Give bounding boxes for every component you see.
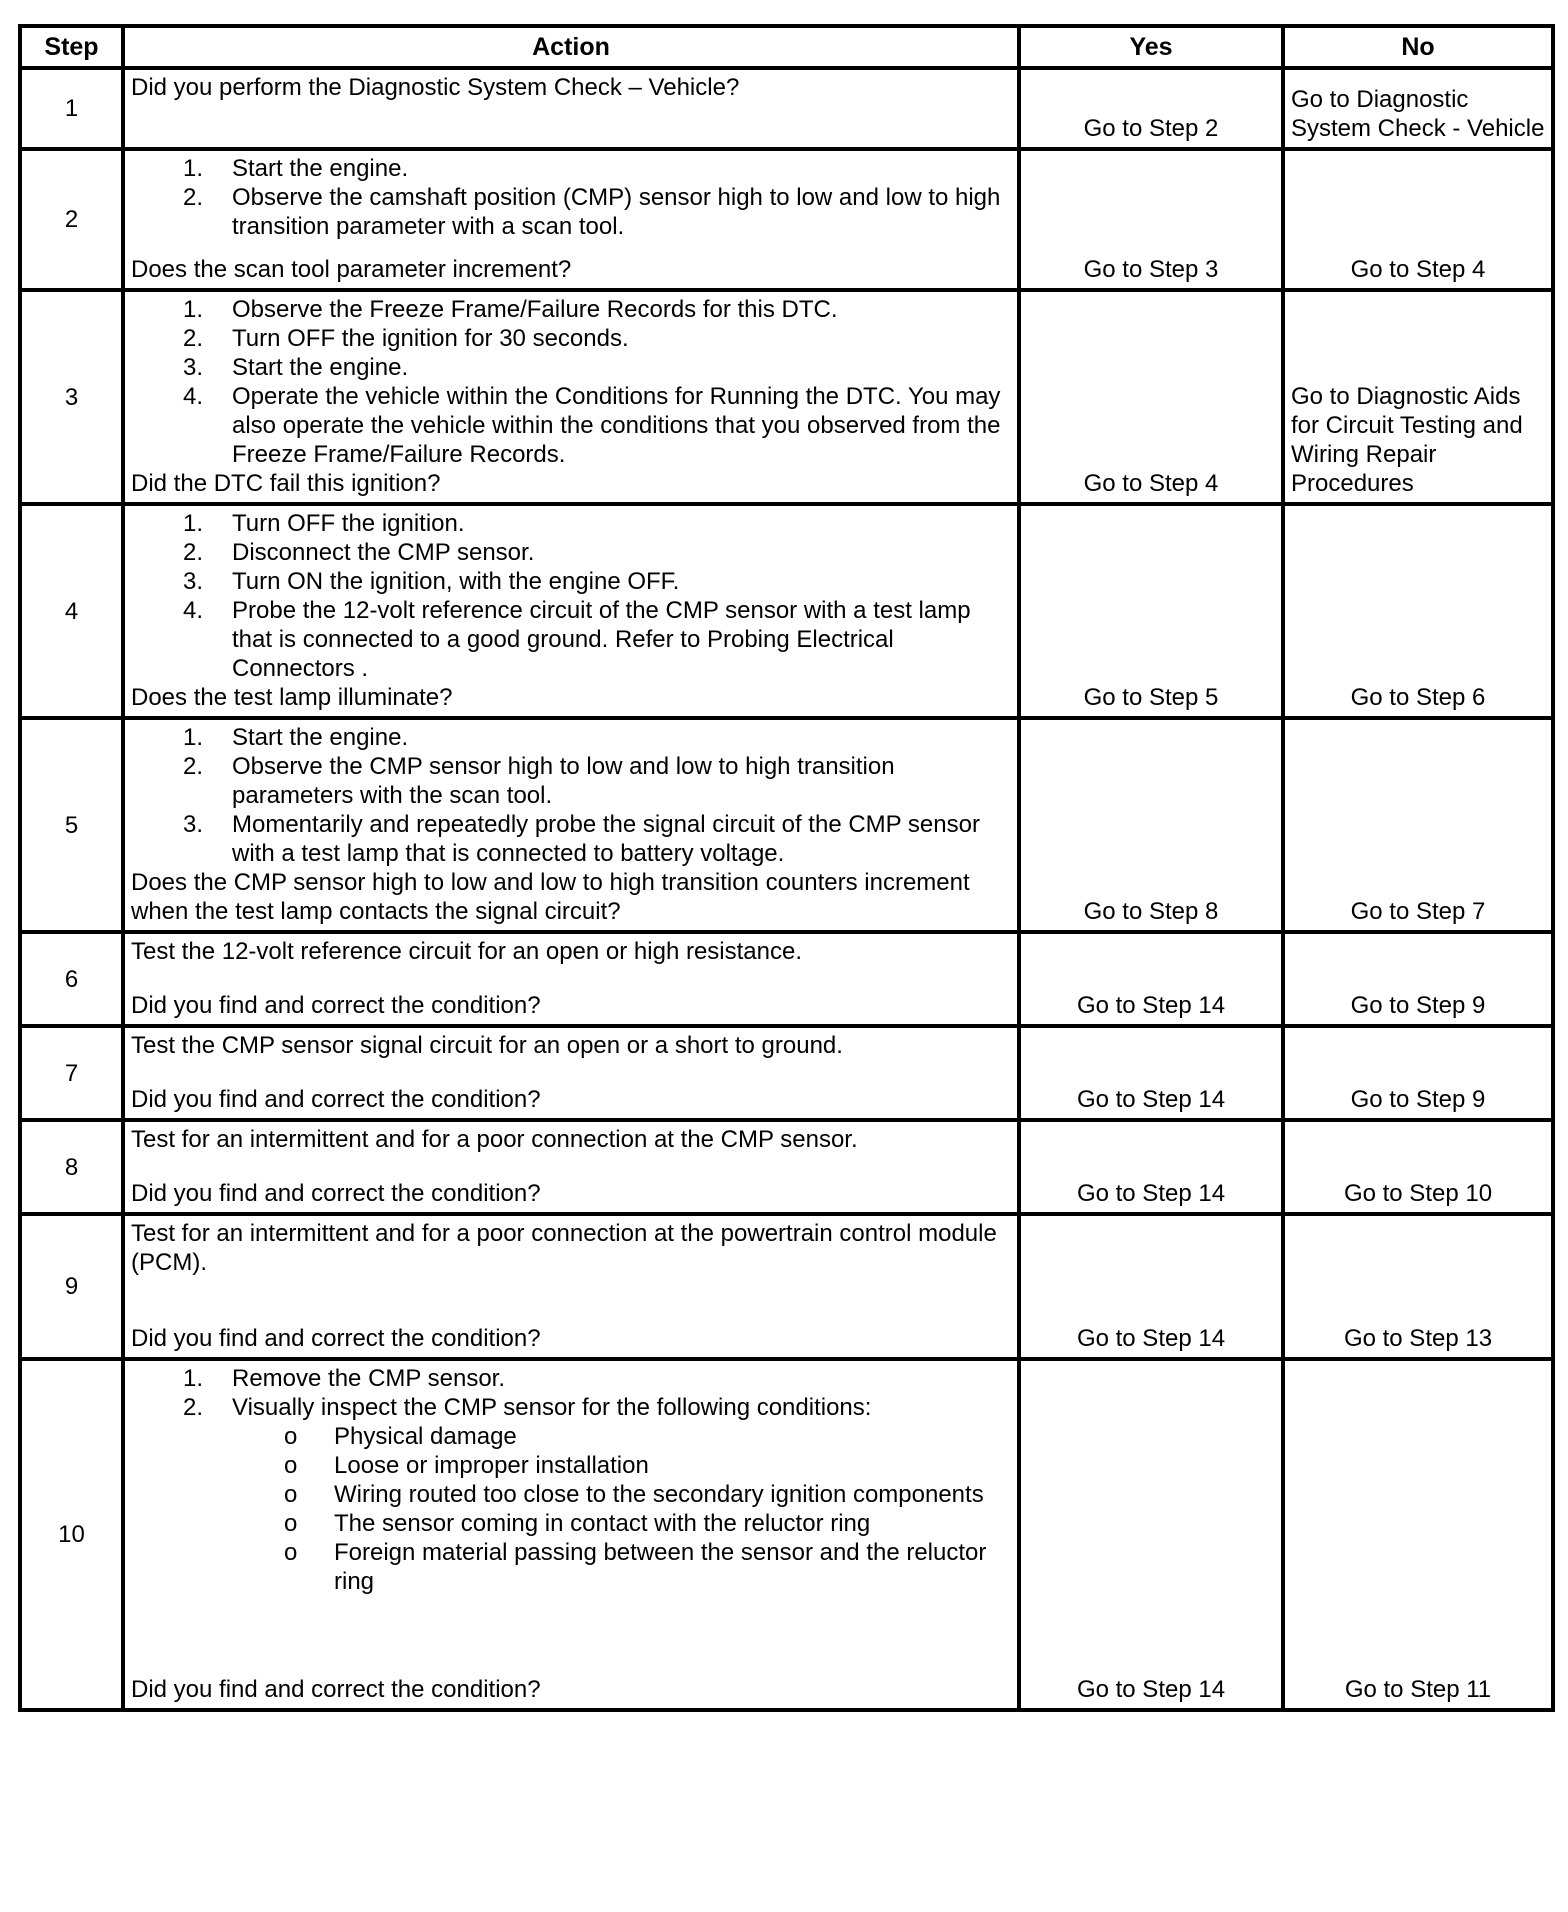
table-row	[20, 149, 1553, 290]
yes-cell: Go to Step 14	[1019, 1120, 1283, 1214]
action-question: Did the DTC fail this ignition?	[131, 470, 441, 497]
step-number: 9	[20, 1214, 123, 1359]
no-cell: Go to Step 10	[1283, 1120, 1553, 1214]
action-cell	[123, 1120, 1019, 1214]
header-no: No	[1283, 26, 1553, 68]
list-item: 1. Observe the Freeze Frame/Failure Records for this DTC.	[183, 296, 838, 323]
list-item: 2. Turn OFF the ignition for 30 seconds.	[183, 325, 629, 352]
action-cell	[123, 1359, 1019, 1710]
action-cell	[123, 504, 1019, 718]
action-steps	[131, 723, 1011, 868]
no-cell: Go to Step 9	[1283, 932, 1553, 1026]
header-row	[20, 26, 1553, 68]
list-item: 4. Operate the vehicle within the Conditions for Running the DTC. You may also operate the vehicle within the conditions that you observed from the Freeze Frame/Failure Records.	[183, 383, 1001, 468]
diagnostic-table	[18, 24, 1555, 1712]
table-row	[20, 290, 1553, 504]
yes-cell: Go to Step 14	[1019, 1026, 1283, 1120]
yes-cell: Go to Step 14	[1019, 1214, 1283, 1359]
action-text: Did you perform the Diagnostic System Check – Vehicle?	[131, 74, 740, 101]
step-number: 8	[20, 1120, 123, 1214]
step-number: 3	[20, 290, 123, 504]
table-row	[20, 1120, 1553, 1214]
list-item: 1. Turn OFF the ignition.	[183, 510, 465, 537]
list-item: 2. Observe the CMP sensor high to low and low to high transition parameters with the scan tool.	[183, 753, 895, 809]
sub-list-item: o Loose or improper installation	[284, 1452, 649, 1479]
action-text: Test for an intermittent and for a poor connection at the CMP sensor.	[131, 1126, 858, 1153]
action-cell	[123, 1026, 1019, 1120]
step-number: 2	[20, 149, 123, 290]
header-yes: Yes	[1019, 26, 1283, 68]
list-item: 3. Start the engine.	[183, 354, 409, 381]
action-text: Test for an intermittent and for a poor connection at the powertrain control module (PCM).	[131, 1220, 997, 1276]
no-cell: Go to Diagnostic System Check - Vehicle	[1283, 68, 1553, 149]
yes-cell: Go to Step 2	[1019, 68, 1283, 149]
step-number: 7	[20, 1026, 123, 1120]
table-row	[20, 504, 1553, 718]
table-row	[20, 1026, 1553, 1120]
table-row	[20, 1359, 1553, 1710]
no-cell: Go to Step 11	[1283, 1359, 1553, 1710]
list-item: 1. Remove the CMP sensor.	[183, 1365, 506, 1392]
no-cell: Go to Step 13	[1283, 1214, 1553, 1359]
no-cell: Go to Step 9	[1283, 1026, 1553, 1120]
action-question: Did you find and correct the condition?	[131, 992, 541, 1019]
action-question: Does the scan tool parameter increment?	[131, 256, 572, 283]
yes-cell: Go to Step 3	[1019, 149, 1283, 290]
step-number: 4	[20, 504, 123, 718]
action-question: Did you find and correct the condition?	[131, 1676, 541, 1703]
yes-cell: Go to Step 14	[1019, 932, 1283, 1026]
sub-list-item: o Foreign material passing between the sensor and the reluctor ring	[284, 1539, 987, 1595]
table-row	[20, 932, 1553, 1026]
action-steps	[131, 1364, 1011, 1596]
sub-list-item: o Wiring routed too close to the secondary ignition components	[284, 1481, 984, 1508]
table-row	[20, 1214, 1553, 1359]
action-question: Did you find and correct the condition?	[131, 1086, 541, 1113]
action-cell	[123, 290, 1019, 504]
action-question: Did you find and correct the condition?	[131, 1325, 541, 1352]
list-item: 3. Turn ON the ignition, with the engine OFF.	[183, 568, 680, 595]
action-steps	[131, 295, 1011, 469]
step-number: 10	[20, 1359, 123, 1710]
list-item: 2. Disconnect the CMP sensor.	[183, 539, 535, 566]
action-cell	[123, 149, 1019, 290]
action-cell	[123, 718, 1019, 932]
list-item: 2. Visually inspect the CMP sensor for the following conditions:	[183, 1394, 872, 1421]
list-item: 1. Start the engine.	[183, 724, 409, 751]
header-action: Action	[123, 26, 1019, 68]
yes-cell: Go to Step 8	[1019, 718, 1283, 932]
step-number: 6	[20, 932, 123, 1026]
action-cell	[123, 932, 1019, 1026]
action-cell	[123, 1214, 1019, 1359]
sub-list-item: o Physical damage	[284, 1423, 517, 1450]
action-text: Test the CMP sensor signal circuit for an open or a short to ground.	[131, 1032, 843, 1059]
action-steps	[131, 154, 1011, 241]
no-cell: Go to Step 7	[1283, 718, 1553, 932]
no-cell: Go to Step 6	[1283, 504, 1553, 718]
step-number: 1	[20, 68, 123, 149]
step-number: 5	[20, 718, 123, 932]
table-row	[20, 718, 1553, 932]
no-cell: Go to Diagnostic Aids for Circuit Testing and Wiring Repair Procedures	[1283, 290, 1553, 504]
list-item: 1. Start the engine.	[183, 155, 409, 182]
action-question: Does the CMP sensor high to low and low to high transition counters increment when the test lamp contacts the signal circuit?	[131, 869, 970, 925]
sub-list-item: o The sensor coming in contact with the reluctor ring	[284, 1510, 871, 1537]
yes-cell: Go to Step 4	[1019, 290, 1283, 504]
list-item: 4. Probe the 12-volt reference circuit of the CMP sensor with a test lamp that is connected to a good ground. Refer to Probing Electrical Connectors .	[183, 597, 971, 682]
action-question: Did you find and correct the condition?	[131, 1180, 541, 1207]
list-item: 3. Momentarily and repeatedly probe the signal circuit of the CMP sensor with a test lamp that is connected to battery voltage.	[183, 811, 980, 867]
action-text: Test the 12-volt reference circuit for an open or high resistance.	[131, 938, 803, 965]
action-cell	[123, 68, 1019, 149]
action-question: Does the test lamp illuminate?	[131, 684, 453, 711]
action-steps	[131, 509, 1011, 683]
yes-cell: Go to Step 5	[1019, 504, 1283, 718]
no-cell: Go to Step 4	[1283, 149, 1553, 290]
list-item: 2. Observe the camshaft position (CMP) sensor high to low and low to high transition parameter with a scan tool.	[183, 184, 1001, 240]
header-step: Step	[20, 26, 123, 68]
yes-cell: Go to Step 14	[1019, 1359, 1283, 1710]
table-row	[20, 68, 1553, 149]
